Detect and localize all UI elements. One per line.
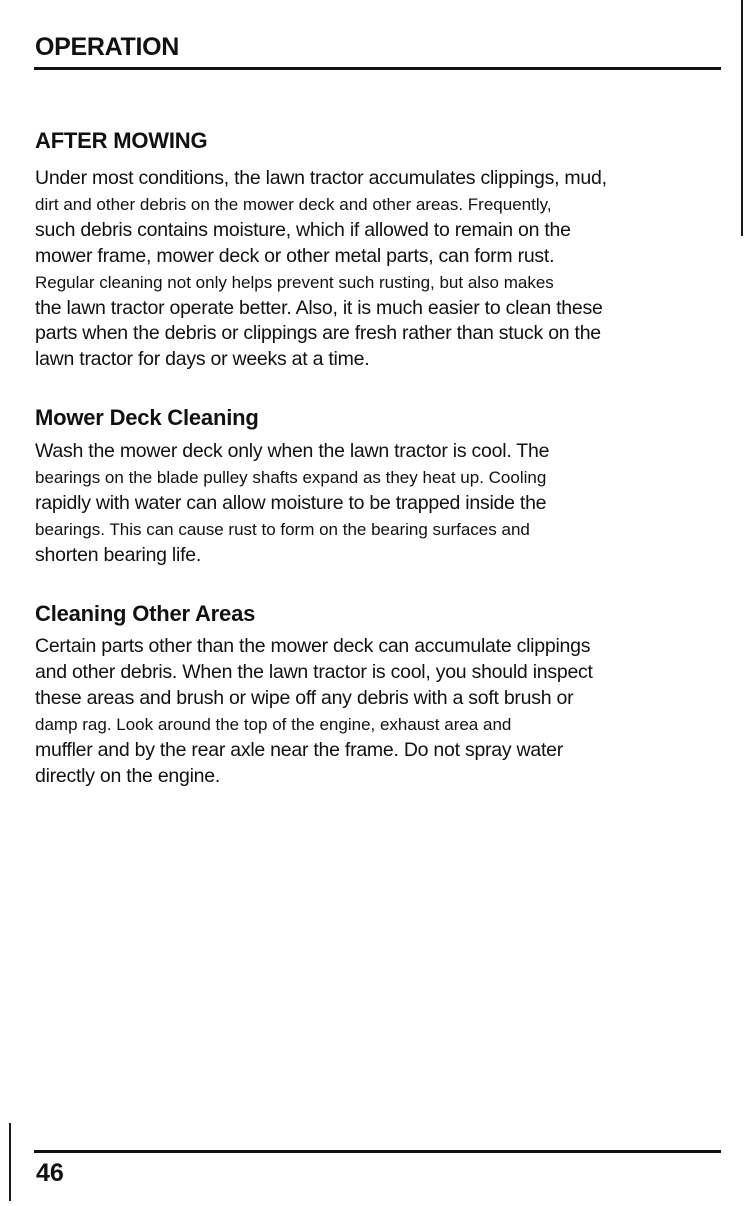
text-line: and other debris. When the lawn tractor is cool, you should inspect bbox=[35, 660, 593, 683]
paragraph-mower-deck-cleaning bbox=[35, 439, 725, 569]
text-line: bearings. This can cause rust to form on the bearing surfaces and bbox=[35, 519, 530, 539]
text-line: Wash the mower deck only when the lawn tractor is cool. The bbox=[35, 440, 550, 462]
paragraph-cleaning-other-areas bbox=[35, 634, 725, 789]
text-line: mower frame, mower deck or other metal parts, can form rust. bbox=[35, 244, 555, 267]
text-line: these areas and brush or wipe off any debris with a soft brush or bbox=[35, 686, 574, 709]
heading-cleaning-other-areas: Cleaning Other Areas bbox=[35, 601, 256, 626]
page-edge-line bbox=[741, 0, 743, 236]
text-line: rapidly with water can allow moisture to be trapped inside the bbox=[35, 491, 547, 514]
text-line: bearings on the blade pulley shafts expand as they heat up. Cooling bbox=[35, 467, 547, 487]
page-number: 46 bbox=[36, 1159, 64, 1187]
text-line: the lawn tractor operate better. Also, it is much easier to clean these bbox=[35, 296, 603, 319]
page-edge-line bbox=[9, 1123, 11, 1201]
text-line: directly on the engine. bbox=[35, 764, 221, 787]
section-header: OPERATION bbox=[35, 33, 180, 61]
text-line: damp rag. Look around the top of the engine, exhaust area and bbox=[35, 714, 512, 734]
heading-mower-deck-cleaning: Mower Deck Cleaning bbox=[35, 405, 259, 430]
text-line: such debris contains moisture, which if allowed to remain on the bbox=[35, 218, 571, 241]
header-rule bbox=[34, 67, 721, 70]
text-line: dirt and other debris on the mower deck and other areas. Frequently, bbox=[35, 194, 552, 214]
text-line: Certain parts other than the mower deck can accumulate clippings bbox=[35, 635, 591, 657]
heading-after-mowing: AFTER MOWING bbox=[35, 128, 208, 153]
text-line: Under most conditions, the lawn tractor accumulates clippings, mud, bbox=[35, 167, 607, 189]
text-line: shorten bearing life. bbox=[35, 543, 202, 566]
text-line: Regular cleaning not only helps prevent such rusting, but also makes bbox=[35, 272, 554, 292]
text-line: lawn tractor for days or weeks at a time. bbox=[35, 348, 370, 371]
paragraph-after-mowing bbox=[35, 166, 725, 373]
text-line: parts when the debris or clippings are fresh rather than stuck on the bbox=[35, 322, 601, 345]
text-line: muffler and by the rear axle near the frame. Do not spray water bbox=[35, 738, 563, 761]
footer-rule bbox=[34, 1150, 721, 1153]
